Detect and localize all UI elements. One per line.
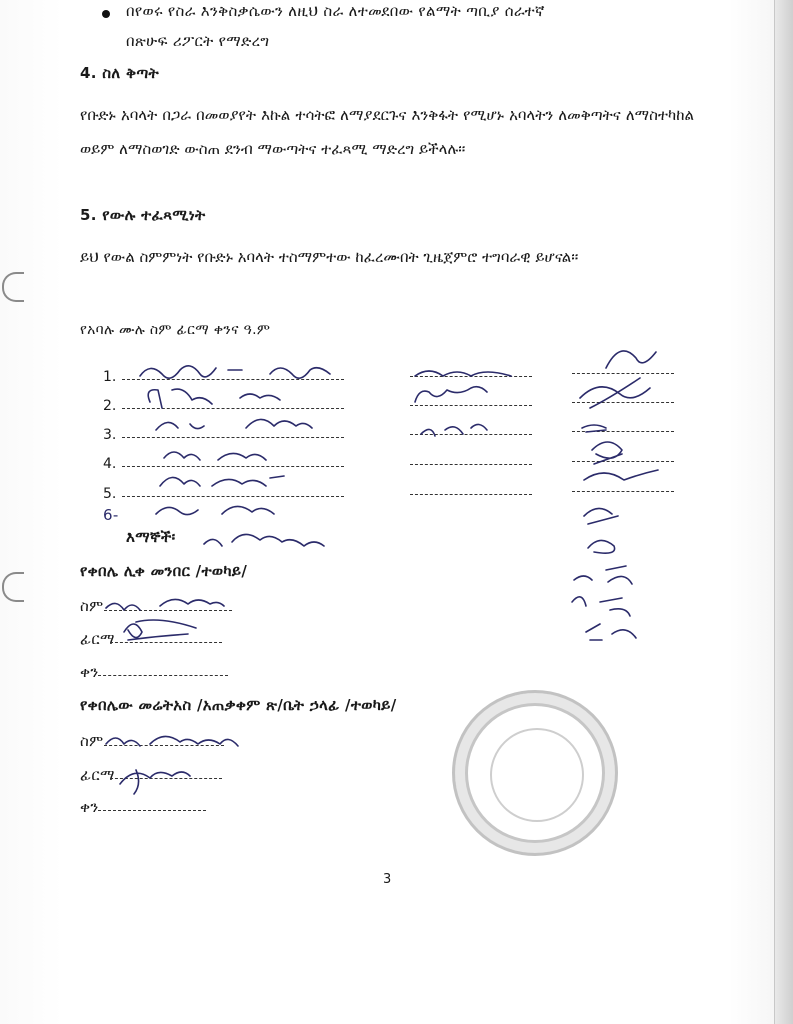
stamp-inner-ring (490, 728, 584, 822)
handwritten-dates (560, 340, 700, 660)
receiver-2-signature-label: ፊርማ (80, 766, 115, 784)
member-number: 3. (103, 427, 117, 443)
section-4-body: የቡድኑ አባላት በጋራ በመወያየት እኩል ተሳትፎ ለማያደርጉና እንቅፋት የሚሆኑ አባላትን ለመቅጣትና ለማስተካከል ወይም ለማስወገድ ውስጠ ደንብ ማውጣትና ተፈጻሚ ማድረግ ይችላሉ፡፡ (80, 106, 694, 158)
bullet-item (0, 2, 793, 50)
receiver-1-date-line (98, 675, 228, 676)
receiver-2-date-label: ቀን (80, 798, 99, 816)
section-4-heading: 4. ስለ ቅጣት (80, 64, 159, 82)
member-number: 2. (103, 398, 117, 414)
bullet-text-line1: በየወሩ የስራ እንቅስቃሴውን ለዚህ ስራ ለተመደበው የልማት ጣቢያ ሰራተኛ (126, 2, 545, 20)
bullet-dot-icon (102, 10, 110, 18)
receiver-2-name-label: ስም (80, 732, 104, 750)
section-5-body: ይህ የውል ስምምነት የቡድኑ አባላት ተስማምተው ከፈረሙበት ጊዜጀምሮ ተግባራዊ ይሆናል፡፡ (80, 248, 579, 266)
receiver-1-date-label: ቀን (80, 663, 99, 681)
handwritten-signatures (405, 352, 535, 502)
handwritten-names (120, 354, 350, 564)
member-number: 5. (103, 486, 117, 502)
receiver-1-signature-label: ፊርማ (80, 630, 115, 648)
receiver-1-name-label: ስም (80, 597, 104, 615)
receiver-2-handwriting (100, 718, 270, 808)
punch-hole-mark-icon (2, 272, 24, 302)
receiver-2-heading: የቀበሌው መሬትአስ /አጠቃቀም ጽ/ቤት ኃላፊ /ተወካይ/ (80, 696, 397, 714)
receiver-1-heading: የቀበሌ ሊቀ መንበር /ተወካይ/ (80, 562, 248, 580)
receiver-1-handwriting (100, 582, 250, 652)
receiver-2-date-line (98, 810, 206, 811)
witnesses-label: እማኞች፡ (126, 528, 176, 546)
member-number: 1. (103, 369, 117, 385)
page-edge-shadow (774, 0, 793, 1024)
page-number: 3 (383, 872, 392, 887)
official-stamp-icon (452, 690, 618, 856)
members-table-header: የአባሉ ሙሉ ስም ፊርማ ቀንና ዓ.ም (80, 322, 271, 338)
punch-hole-mark-icon (2, 572, 24, 602)
member-number: 4. (103, 456, 117, 472)
bullet-text-line2: በጽሁፍ ሪፖርት የማድረግ (126, 32, 270, 50)
extra-member-number: 6- (103, 506, 119, 524)
section-5-heading: 5. የውሉ ተፈጻሚነት (80, 206, 206, 224)
